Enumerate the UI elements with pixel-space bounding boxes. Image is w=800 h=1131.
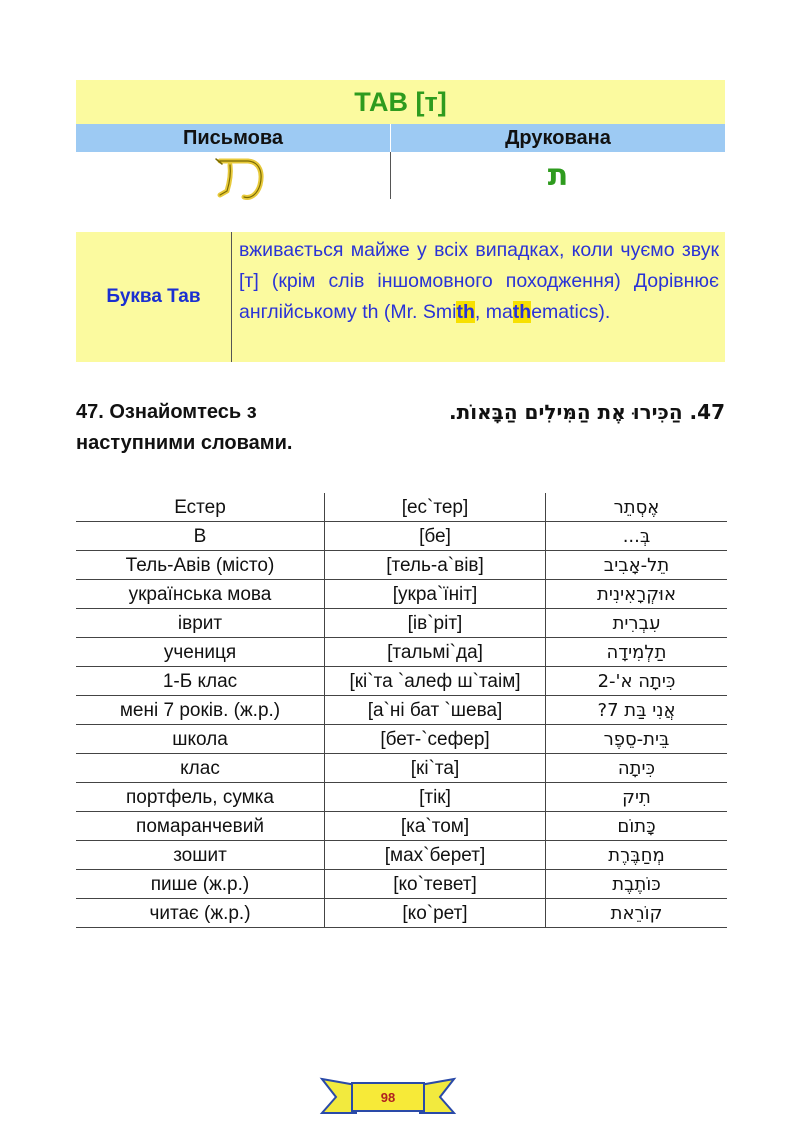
letter-info-box [76, 232, 725, 362]
page-number: 98 [380, 1090, 396, 1105]
exercise-title-hebrew: 47. הַכִּירוּ אֶת הַמִּילִים הַבָּאוֹת. [448, 400, 725, 424]
vocab-transcription-cell: [ко`тевет] [325, 870, 546, 899]
vocab-hebrew-cell: כִּיתָה [546, 754, 728, 783]
vocab-ukrainian-cell: пише (ж.р.) [76, 870, 325, 899]
vocab-transcription-cell: [ка`том] [325, 812, 546, 841]
letter-title: ТАВ [т] [76, 80, 725, 124]
vocab-ukrainian-cell: українська мова [76, 580, 325, 609]
vocab-row [76, 870, 727, 899]
vocab-hebrew-cell: אֲנִי בַּת 7? [546, 696, 728, 725]
vocab-hebrew-cell: כּוֹתֶבֶת [546, 870, 728, 899]
vocab-row [76, 812, 727, 841]
vocab-transcription-cell: [ес`тер] [325, 493, 546, 522]
vocab-hebrew-cell: תִיק [546, 783, 728, 812]
info-text-part: , ma [474, 301, 513, 323]
vocab-row [76, 551, 727, 580]
vocab-row [76, 725, 727, 754]
vocab-row [76, 609, 727, 638]
printed-column-header: Друкована [391, 124, 725, 152]
info-text-part: вживається майже у всіх випадках, коли чуємо звук [т] (крім слів іншомовного походження) Дорівнює англійському th (Mr. Smi [239, 239, 719, 323]
vocabulary-table [76, 493, 727, 928]
vocab-ukrainian-cell: зошит [76, 841, 325, 870]
vocab-hebrew-cell: תֵל-אָבִיב [546, 551, 728, 580]
vocab-transcription-cell: [кі`та `алеф ш`таім] [325, 667, 546, 696]
vocab-row [76, 667, 727, 696]
vocab-row [76, 841, 727, 870]
vocab-hebrew-cell: תַלְמִידָה [546, 638, 728, 667]
vocab-transcription-cell: [тік] [325, 783, 546, 812]
vocab-row [76, 638, 727, 667]
vocab-hebrew-cell: כָּתוֹם [546, 812, 728, 841]
vocab-hebrew-cell: קוֹרֵאת [546, 899, 728, 928]
vocab-ukrainian-cell: читає (ж.р.) [76, 899, 325, 928]
vocab-row [76, 493, 727, 522]
vocab-transcription-cell: [тальмі`да] [325, 638, 546, 667]
vocab-transcription-cell: [мах`берет] [325, 841, 546, 870]
vocab-ukrainian-cell: Тель-Авів (місто) [76, 551, 325, 580]
info-description [232, 232, 725, 362]
vocab-hebrew-cell: כִּיתָה א'-2 [546, 667, 728, 696]
vocab-hebrew-cell: בְּ... [546, 522, 728, 551]
vocab-ukrainian-cell: мені 7 років. (ж.р.) [76, 696, 325, 725]
vocab-hebrew-cell: בֵּית-סֵפֶר [546, 725, 728, 754]
vocab-hebrew-cell: עִבְרִית [546, 609, 728, 638]
vocab-ukrainian-cell: учениця [76, 638, 325, 667]
vocab-ukrainian-cell: 1-Б клас [76, 667, 325, 696]
vocab-ukrainian-cell: іврит [76, 609, 325, 638]
vocab-ukrainian-cell: В [76, 522, 325, 551]
vocab-transcription-cell: [а`ні бат `шева] [325, 696, 546, 725]
exercise-title-ukrainian: 47. Ознайомтесь з наступними словами. [76, 401, 293, 454]
info-text-part: ematics). [531, 301, 611, 323]
vocab-hebrew-cell: מְחַבֶּרֶת [546, 841, 728, 870]
vocab-transcription-cell: [ко`рет] [325, 899, 546, 928]
vocab-row [76, 522, 727, 551]
vocab-transcription-cell: [тель-а`вів] [325, 551, 546, 580]
handwritten-tav-glyph [208, 155, 268, 201]
vocab-transcription-cell: [укра`їніт] [325, 580, 546, 609]
vocab-row [76, 783, 727, 812]
info-highlight: th [512, 301, 532, 323]
vocab-row [76, 696, 727, 725]
vocab-row [76, 754, 727, 783]
vocab-transcription-cell: [кі`та] [325, 754, 546, 783]
vocab-hebrew-cell: אוּקְרָאִינִית [546, 580, 728, 609]
vocab-transcription-cell: [ів`ріт] [325, 609, 546, 638]
vocab-row [76, 580, 727, 609]
page-number-ribbon [318, 1073, 458, 1119]
vocab-ukrainian-cell: клас [76, 754, 325, 783]
vocab-ukrainian-cell: портфель, сумка [76, 783, 325, 812]
vocab-transcription-cell: [бе] [325, 522, 546, 551]
written-column-header: Письмова [76, 124, 390, 152]
vocab-ukrainian-cell: школа [76, 725, 325, 754]
printed-tav-glyph: ת [547, 158, 569, 193]
vocab-ukrainian-cell: Естер [76, 493, 325, 522]
vocab-ukrainian-cell: помаранчевий [76, 812, 325, 841]
vocab-transcription-cell: [бет-`сефер] [325, 725, 546, 754]
vocab-row [76, 899, 727, 928]
info-highlight: th [456, 301, 475, 323]
vocab-hebrew-cell: אֶסְתֵר [546, 493, 728, 522]
info-label: Буква Тав [76, 232, 232, 362]
